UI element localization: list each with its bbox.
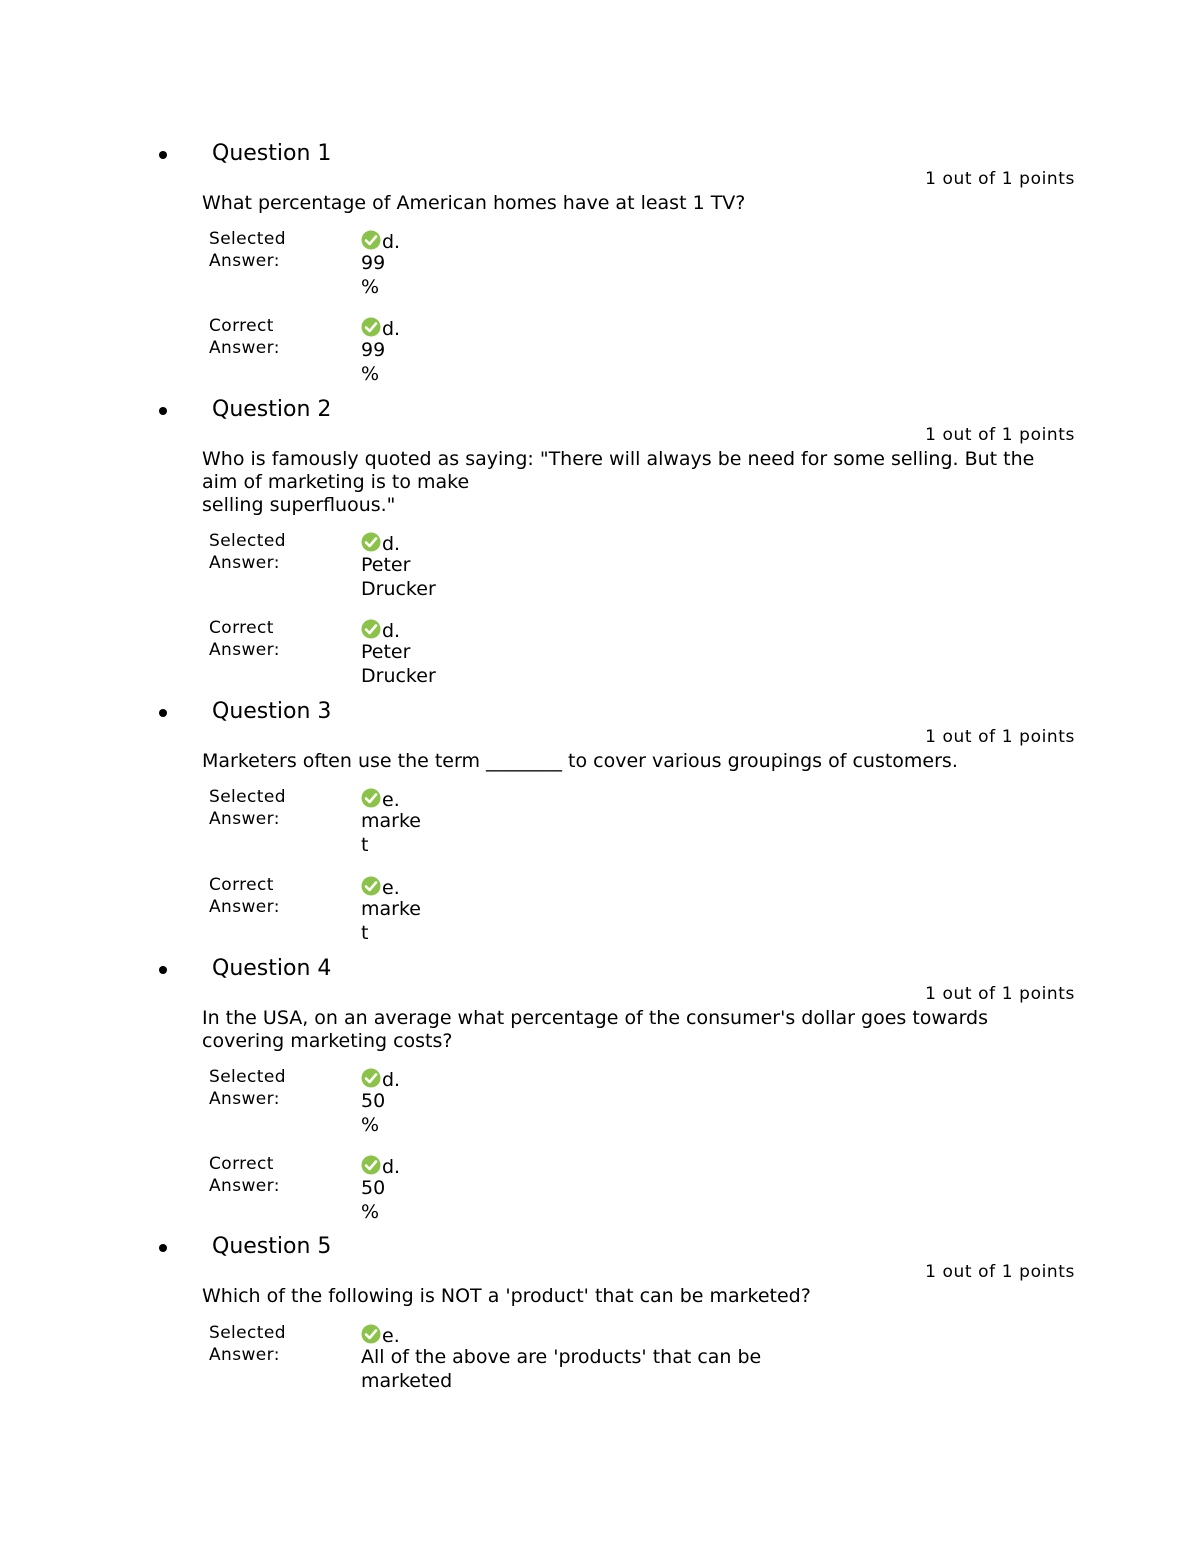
answer-text: marke t	[361, 898, 421, 944]
question-points: 1 out of 1 points	[925, 425, 1075, 445]
selected-answer	[361, 228, 400, 299]
bullet-icon	[159, 407, 167, 415]
question-title: Question 4	[212, 956, 332, 981]
question-text: In the USA, on an average what percentage of the consumer's dollar goes towards covering marketing costs?	[202, 1007, 989, 1052]
question-title: Question 1	[212, 141, 332, 166]
correct-answer	[361, 617, 436, 688]
question-title: Question 5	[212, 1234, 332, 1259]
bullet-icon	[159, 966, 167, 974]
answer-text: 99 %	[361, 339, 386, 385]
correct-answer	[361, 1153, 400, 1224]
question-text: Marketers often use the term ________ to cover various groupings of customers.	[202, 750, 958, 772]
selected-answer-label: Selected Answer:	[209, 1067, 286, 1109]
check-icon	[361, 1068, 381, 1088]
correct-answer-label: Correct Answer:	[209, 618, 280, 660]
correct-answer	[361, 874, 421, 945]
question-points: 1 out of 1 points	[925, 984, 1075, 1004]
bullet-icon	[159, 151, 167, 159]
selected-answer-label: Selected Answer:	[209, 1323, 286, 1365]
correct-answer	[361, 315, 400, 386]
bullet-icon	[159, 709, 167, 717]
answer-text: Peter Drucker	[361, 641, 436, 687]
correct-answer-label: Correct Answer:	[209, 316, 280, 358]
option-letter: e.	[382, 1325, 400, 1348]
answer-text: 99 %	[361, 252, 386, 298]
option-letter: e.	[382, 877, 400, 900]
check-icon	[361, 876, 381, 896]
question-title: Question 2	[212, 397, 332, 422]
answer-text: marke t	[361, 810, 421, 856]
question-points: 1 out of 1 points	[925, 169, 1075, 189]
selected-answer	[361, 786, 421, 857]
option-letter: d.	[382, 1156, 401, 1179]
selected-answer	[361, 530, 436, 601]
question-text: What percentage of American homes have at least 1 TV?	[202, 192, 746, 214]
selected-answer	[361, 1322, 761, 1393]
selected-answer-label: Selected Answer:	[209, 229, 286, 271]
option-letter: d.	[382, 231, 401, 254]
check-icon	[361, 788, 381, 808]
question-points: 1 out of 1 points	[925, 1262, 1075, 1282]
check-icon	[361, 317, 381, 337]
question-text: Which of the following is NOT a 'product' that can be marketed?	[202, 1285, 811, 1307]
option-letter: d.	[382, 620, 401, 643]
selected-answer-label: Selected Answer:	[209, 787, 286, 829]
option-letter: e.	[382, 789, 400, 812]
option-letter: d.	[382, 318, 401, 341]
check-icon	[361, 532, 381, 552]
selected-answer	[361, 1066, 400, 1137]
check-icon	[361, 1324, 381, 1344]
answer-text: 50 %	[361, 1090, 386, 1136]
check-icon	[361, 1155, 381, 1175]
option-letter: d.	[382, 1069, 401, 1092]
check-icon	[361, 619, 381, 639]
question-points: 1 out of 1 points	[925, 727, 1075, 747]
check-icon	[361, 230, 381, 250]
correct-answer-label: Correct Answer:	[209, 1154, 280, 1196]
bullet-icon	[159, 1244, 167, 1252]
answer-text: All of the above are 'products' that can be marketed	[361, 1346, 762, 1392]
question-title: Question 3	[212, 699, 332, 724]
option-letter: d.	[382, 533, 401, 556]
selected-answer-label: Selected Answer:	[209, 531, 286, 573]
answer-text: Peter Drucker	[361, 554, 436, 600]
question-text: Who is famously quoted as saying: "There will always be need for some selling. But the aim of marketing is to make selling superfluous."	[202, 448, 1035, 516]
correct-answer-label: Correct Answer:	[209, 875, 280, 917]
answer-text: 50 %	[361, 1177, 386, 1223]
